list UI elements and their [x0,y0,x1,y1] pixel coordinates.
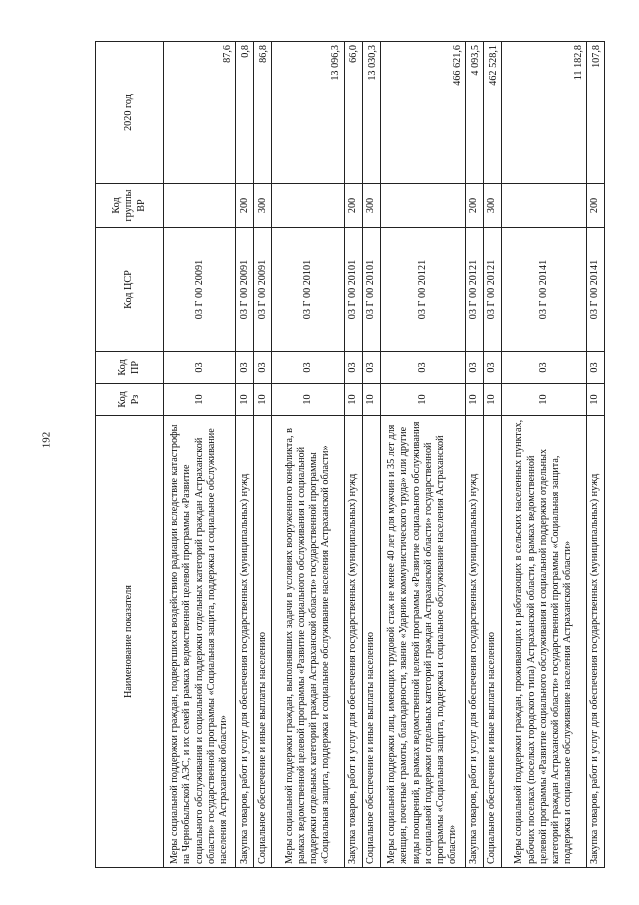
header-rz: Код Рз [96,384,164,416]
row-rz: 10 [236,384,254,416]
row-2020: 466 621,6 [380,42,465,184]
row-2020: 11 182,8 [501,42,586,184]
header-pr: Код ПР [96,352,164,384]
row-vr: 200 [586,184,604,228]
row-2020: 462 528,1 [483,42,501,184]
row-name: Закупка товаров, работ и услуг для обеспечения государственных (муниципальных) нужд [465,416,483,868]
row-vr [380,184,465,228]
row-csr: 03 Г 00 20121 [380,228,465,352]
row-rz: 10 [501,384,586,416]
row-vr: 300 [362,184,380,228]
row-pr: 03 [272,352,344,384]
budget-table [95,41,605,868]
table-row [362,42,380,868]
row-rz: 10 [483,384,501,416]
row-vr [164,184,236,228]
header-csr: Код ЦСР [96,228,164,352]
table-row [344,42,362,868]
row-2020: 13 096,3 [272,42,344,184]
table-row [164,42,236,868]
row-csr: 03 Г 00 20091 [236,228,254,352]
row-vr [501,184,586,228]
row-2020: 86,8 [254,42,272,184]
table-row [254,42,272,868]
row-2020: 107,8 [586,42,604,184]
row-rz: 10 [344,384,362,416]
row-name: Меры социальной поддержки лиц, имеющих трудовой стаж не менее 40 лет для мужчин и 35 лет для женщин, почетные грамоты, благодарности, звание «Ударник коммунистического труда» или другие виды поощрений, в рамках ведомственной целевой программы «Развитие социального обслуживания и социальной поддержки отдельных категорий граждан Астраханской области» государственной программы «Социальная защита, поддержка и социальное обслуживание населения Астраханской области» [380,416,465,868]
row-csr: 03 Г 00 20101 [272,228,344,352]
row-2020: 66,0 [344,42,362,184]
header-name: Наименование показателя [96,416,164,868]
table-row [272,42,344,868]
row-2020: 0,8 [236,42,254,184]
table-row [380,42,465,868]
row-csr: 03 Г 00 20141 [586,228,604,352]
table-row [586,42,604,868]
row-rz: 10 [586,384,604,416]
row-name: Меры социальной поддержки граждан, подвергшихся воздействию радиации вследствие катастрофы на Чернобыльской АЭС, и их семей в рамках ведомственной целевой программы «Развитие социального обслуживания и социальной поддержки отдельных категорий граждан Астраханской области» государственной программы «Социальная защита, поддержка и социальное обслуживание населения Астраханской области» [164,416,236,868]
row-pr: 03 [501,352,586,384]
row-name: Социальное обеспечение и иные выплаты населению [254,416,272,868]
row-pr: 03 [483,352,501,384]
row-name: Закупка товаров, работ и услуг для обеспечения государственных (муниципальных) нужд [236,416,254,868]
row-rz: 10 [362,384,380,416]
row-pr: 03 [254,352,272,384]
row-vr: 200 [465,184,483,228]
row-vr: 200 [344,184,362,228]
header-2020: 2020 год [96,42,164,184]
row-csr: 03 Г 00 20101 [362,228,380,352]
table-header-row [96,42,164,868]
row-csr: 03 Г 00 20101 [344,228,362,352]
row-name: Меры социальной поддержки граждан, выполнявших задачи в условиях вооруженного конфликта, в рамках ведомственной целевой программы «Развитие социального обслуживания и социальной поддержки отдельных категорий граждан Астраханской области» государственной программы «Социальная защита, поддержка и социальное обслуживание населения Астраханской области» [272,416,344,868]
row-csr: 03 Г 00 20121 [483,228,501,352]
row-name: Социальное обеспечение и иные выплаты населению [362,416,380,868]
row-csr: 03 Г 00 20091 [164,228,236,352]
table-row [465,42,483,868]
table-row [483,42,501,868]
row-rz: 10 [164,384,236,416]
row-2020: 87,6 [164,42,236,184]
row-vr: 300 [254,184,272,228]
table-row [501,42,586,868]
row-pr: 03 [344,352,362,384]
row-rz: 10 [254,384,272,416]
row-2020: 4 093,5 [465,42,483,184]
row-rz: 10 [380,384,465,416]
row-pr: 03 [362,352,380,384]
row-vr: 300 [483,184,501,228]
row-csr: 03 Г 00 20141 [501,228,586,352]
row-name: Закупка товаров, работ и услуг для обеспечения государственных (муниципальных) нужд [586,416,604,868]
row-pr: 03 [164,352,236,384]
row-pr: 03 [586,352,604,384]
row-csr: 03 Г 00 20121 [465,228,483,352]
header-vr: Код группы ВР [96,184,164,228]
row-csr: 03 Г 00 20091 [254,228,272,352]
row-rz: 10 [272,384,344,416]
row-2020: 13 030,3 [362,42,380,184]
row-pr: 03 [236,352,254,384]
row-vr: 200 [236,184,254,228]
row-name: Социальное обеспечение и иные выплаты населению [483,416,501,868]
row-vr [272,184,344,228]
row-pr: 03 [380,352,465,384]
table-row [236,42,254,868]
page-number: 192 [40,431,53,449]
row-name: Меры социальной поддержки граждан, проживающих и работающих в сельских населенных пунктах, рабочих поселках (поселках городского типа) Астраханской области, в рамках ведомственной целевой программы «Развитие социального обслуживания и социальной поддержки отдельных категорий граждан Астраханской области» государственной программы «Социальная защита, поддержка и социальное обслуживание населения Астраханской области» [501,416,586,868]
row-name: Закупка товаров, работ и услуг для обеспечения государственных (муниципальных) нужд [344,416,362,868]
row-rz: 10 [465,384,483,416]
rotated-table-frame [95,42,605,868]
row-pr: 03 [465,352,483,384]
